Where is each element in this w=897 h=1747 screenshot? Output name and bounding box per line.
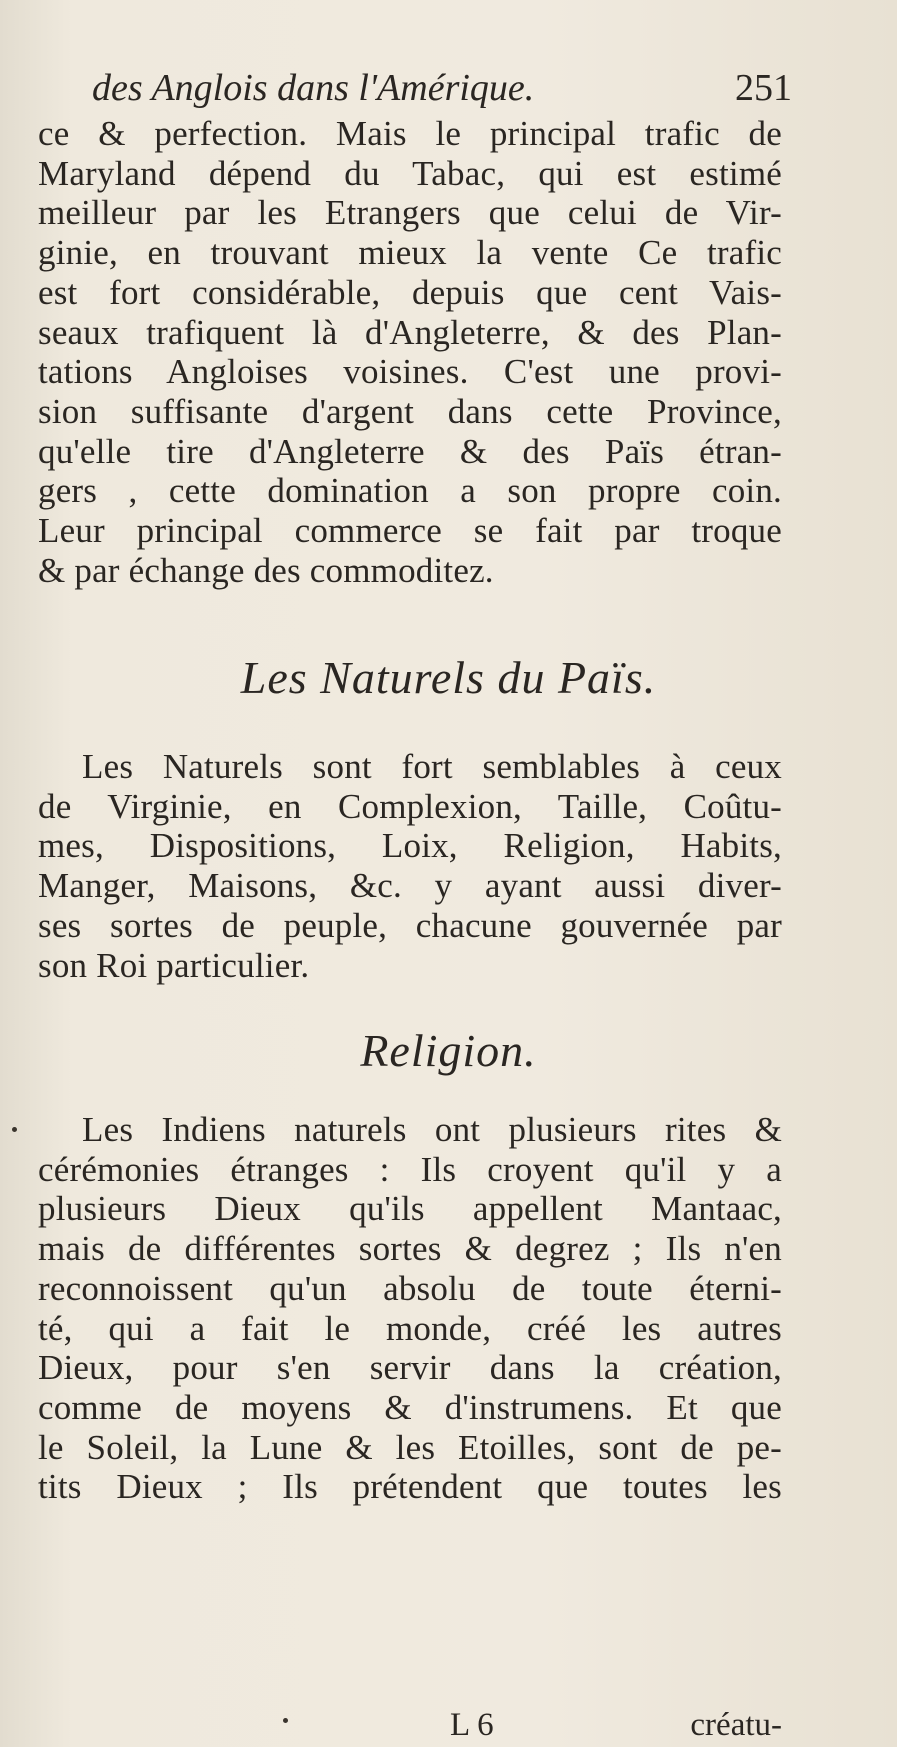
text-line: qu'elle tire d'Angleterre & des Païs étran- bbox=[38, 431, 782, 471]
catchword: créatu- bbox=[690, 1707, 782, 1743]
text-line: tations Angloises voisines. C'est une provi- bbox=[38, 352, 782, 392]
text-line: tits Dieux ; Ils prétendent que toutes les bbox=[38, 1467, 782, 1507]
page-number: 251 bbox=[735, 67, 792, 109]
text-line: comme de moyens & d'instrumens. Et que bbox=[38, 1387, 782, 1427]
section-heading-religion: Religion. bbox=[360, 1025, 537, 1076]
text-line: sion suffisante d'argent dans cette Province, bbox=[38, 391, 782, 431]
text-line: gers , cette domination a son propre coin. bbox=[38, 471, 782, 511]
text-line: ginie, en trouvant mieux la vente Ce trafic bbox=[38, 233, 782, 273]
margin-dot bbox=[12, 1127, 17, 1132]
text-line: le Soleil, la Lune & les Etoilles, sont de pe- bbox=[38, 1427, 782, 1467]
ink-dot bbox=[283, 1718, 288, 1723]
running-header bbox=[92, 66, 792, 110]
text-line: Maryland dépend du Tabac, qui est estimé bbox=[38, 153, 782, 193]
text-line: Manger, Maisons, &c. y ayant aussi diver- bbox=[38, 866, 782, 906]
text-line: Les Naturels sont fort semblables à ceux bbox=[82, 747, 782, 786]
text-line: seaux trafiquent là d'Angleterre, & des Plan- bbox=[38, 312, 782, 352]
text-line: meilleur par les Etrangers que celui de Vir- bbox=[38, 193, 782, 233]
section-heading-naturels: Les Naturels du Païs. bbox=[240, 652, 657, 703]
text-line: ce & perfection. Mais le principal trafic de bbox=[38, 114, 782, 153]
signature-mark: L 6 bbox=[450, 1707, 494, 1743]
paragraph-trade bbox=[38, 114, 782, 590]
paragraph-naturels bbox=[38, 747, 782, 985]
text-line: reconnoissent qu'un absolu de toute éterni- bbox=[38, 1268, 782, 1308]
running-title: des Anglois dans l'Amérique. bbox=[92, 67, 535, 109]
text-line: & par échange des commoditez. bbox=[38, 550, 494, 590]
text-line: Dieux, pour s'en servir dans la création, bbox=[38, 1348, 782, 1388]
text-line: mes, Dispositions, Loix, Religion, Habits, bbox=[38, 826, 782, 866]
text-line: ses sortes de peuple, chacune gouvernée par bbox=[38, 905, 782, 945]
text-line: plusieurs Dieux qu'ils appellent Mantaac, bbox=[38, 1189, 782, 1229]
text-line: té, qui a fait le monde, créé les autres bbox=[38, 1308, 782, 1348]
text-line: Les Indiens naturels ont plusieurs rites & bbox=[82, 1110, 782, 1149]
text-line: de Virginie, en Complexion, Taille, Coûtu- bbox=[38, 786, 782, 826]
text-line: Leur principal commerce se fait par troque bbox=[38, 511, 782, 551]
text-line: est fort considérable, depuis que cent Vais- bbox=[38, 272, 782, 312]
text-line: mais de différentes sortes & degrez ; Ils n'en bbox=[38, 1229, 782, 1269]
paragraph-religion bbox=[38, 1110, 782, 1507]
text-line: son Roi particulier. bbox=[38, 945, 310, 985]
text-line: cérémonies étranges : Ils croyent qu'il y a bbox=[38, 1149, 782, 1189]
